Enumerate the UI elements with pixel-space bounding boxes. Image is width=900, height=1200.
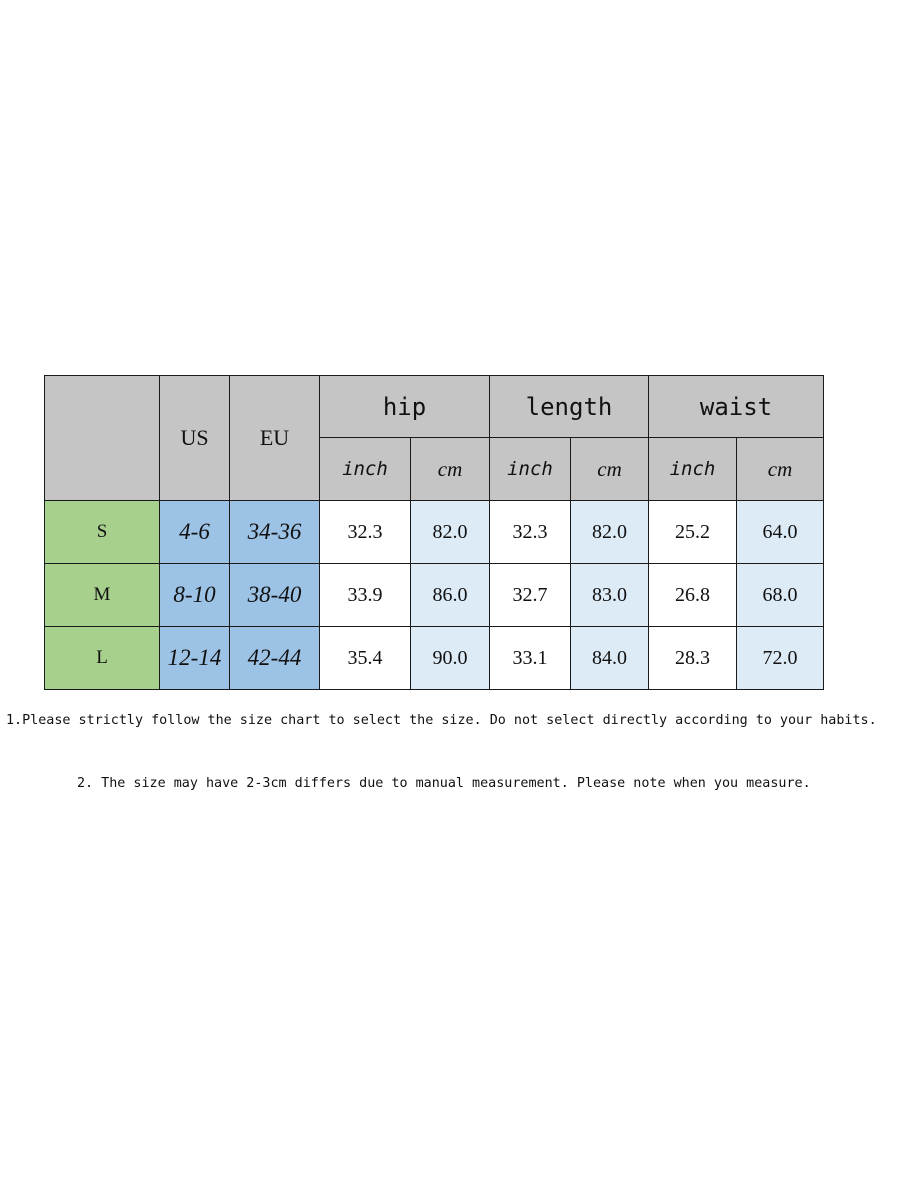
size-label: L [45, 627, 160, 690]
waist-cm-cell: 68.0 [737, 564, 824, 627]
length-cm-cell: 82.0 [571, 501, 649, 564]
size-note-1: 1.Please strictly follow the size chart to select the size. Do not select directly according to your habits. [6, 713, 877, 728]
length-inch-cell: 33.1 [490, 627, 571, 690]
hip-cm-cell: 82.0 [411, 501, 490, 564]
waist-header: waist [649, 376, 824, 438]
eu-header: EU [230, 376, 320, 501]
hip-inch-cell: 33.9 [320, 564, 411, 627]
table-row [45, 501, 824, 564]
us-size-cell: 12-14 [160, 627, 230, 690]
waist-inch-cell: 28.3 [649, 627, 737, 690]
unit-header: inch [320, 438, 411, 501]
header-row-groups [45, 376, 824, 438]
size-label: M [45, 564, 160, 627]
table-row [45, 627, 824, 690]
unit-header: cm [737, 438, 824, 501]
table-row [45, 564, 824, 627]
unit-header: inch [490, 438, 571, 501]
size-label: S [45, 501, 160, 564]
hip-cm-cell: 86.0 [411, 564, 490, 627]
unit-header: cm [571, 438, 649, 501]
us-header: US [160, 376, 230, 501]
eu-size-cell: 34-36 [230, 501, 320, 564]
waist-cm-cell: 64.0 [737, 501, 824, 564]
length-inch-cell: 32.3 [490, 501, 571, 564]
us-size-cell: 8-10 [160, 564, 230, 627]
hip-header: hip [320, 376, 490, 438]
eu-size-cell: 42-44 [230, 627, 320, 690]
hip-inch-cell: 32.3 [320, 501, 411, 564]
size-note-2: 2. The size may have 2-3cm differs due to manual measurement. Please note when you measure. [77, 776, 811, 791]
length-cm-cell: 84.0 [571, 627, 649, 690]
unit-header: cm [411, 438, 490, 501]
length-inch-cell: 32.7 [490, 564, 571, 627]
length-cm-cell: 83.0 [571, 564, 649, 627]
length-header: length [490, 376, 649, 438]
corner-cell [45, 376, 160, 501]
eu-size-cell: 38-40 [230, 564, 320, 627]
hip-cm-cell: 90.0 [411, 627, 490, 690]
waist-cm-cell: 72.0 [737, 627, 824, 690]
waist-inch-cell: 26.8 [649, 564, 737, 627]
unit-header: inch [649, 438, 737, 501]
waist-inch-cell: 25.2 [649, 501, 737, 564]
size-chart-table [44, 375, 824, 690]
hip-inch-cell: 35.4 [320, 627, 411, 690]
us-size-cell: 4-6 [160, 501, 230, 564]
